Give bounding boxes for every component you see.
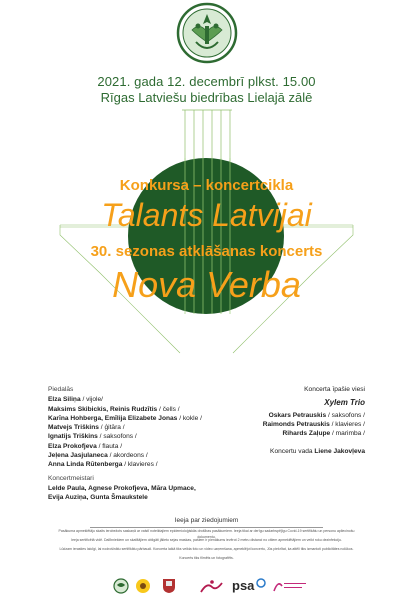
- fine-print: Lūdzam ierasties laicīgi, lai nodrošinātu sertifikātu pārbaudi. Koncerta laikā tiks veikta foto un video uzņemšana, apmeklējot koncertu, Jūs piekrītat, ka attēli tiks izmantoti publicitātes nolūkos.: [59, 547, 354, 551]
- riga-coat-of-arms-logo: [162, 578, 176, 594]
- concert-title: Nova Verba: [112, 264, 301, 305]
- accompanists-line: Evija Auziņa, Gunta Šmaukstele: [48, 494, 148, 502]
- guests-heading: Koncerta īpašie viesi: [304, 386, 365, 393]
- dancer-logo: [198, 578, 224, 594]
- footer-divider: [90, 527, 323, 528]
- participant-row: Karīna Hohberga, Emīlija Elizabete Jonas / kokle /: [48, 414, 202, 422]
- rlb-emblem-logo: [113, 578, 129, 594]
- rlb-emblem-icon: [176, 2, 238, 64]
- participants-heading: Piedalās: [48, 386, 74, 393]
- guest-row: Rihards Zaļupe / marimba /: [282, 430, 365, 438]
- participant-row: Anna Linda Rūtenberga / klavieres /: [48, 461, 158, 469]
- ensemble-name: Xylem Trio: [324, 398, 365, 408]
- participant-row: Jeļena Jasjulaneca / akordeons /: [48, 452, 148, 460]
- participant-row: Maksims Skibickis, Reinis Rudzītis / čells /: [48, 405, 180, 413]
- contest-subtitle: Konkursa – koncertcikla: [119, 177, 294, 194]
- psa-logo: psa: [232, 578, 255, 593]
- entry-note: Ieeja par ziedojumiem: [174, 517, 239, 524]
- accompanists-line: Lelde Paula, Agnese Prokofjeva, Māra Upmace,: [48, 484, 196, 492]
- fine-print: Pasākuma apmeklētāju skaits ierobežots saskaņā ar valstī noteiktajiem epidemioloģiskās drošības pasākumiem. Ieeja tikai ar derīgu sadarbspējīgu Covid-19 sertifikātu un personu apliecinošu dokumentu.: [58, 529, 355, 539]
- season-subtitle: 30. sezonas atklāšanas koncerts: [90, 243, 323, 260]
- fine-print: Koncerts tiks filmēts un fotografēts.: [179, 556, 234, 560]
- guest-row: Oskars Petrauskis / saksofons /: [268, 411, 365, 419]
- guest-row: Raimonds Petrauskis / klavieres /: [262, 420, 365, 428]
- accompanists-heading: Koncertmeistari: [48, 474, 94, 482]
- participant-row: Elza Prokofjeva / flauta /: [48, 442, 123, 450]
- music-school-logo: [272, 578, 308, 594]
- event-date: 2021. gada 12. decembrī plkst. 15.00: [97, 74, 316, 89]
- sunflower-logo: [135, 578, 151, 594]
- contest-title: Talants Latvijai: [101, 197, 312, 233]
- participant-row: Ignatijs Triškins / saksofons /: [48, 433, 137, 441]
- participant-row: Matvejs Triškins / ģitāra /: [48, 424, 125, 432]
- event-venue: Rīgas Latviešu biedrības Lielajā zālē: [100, 90, 313, 105]
- fine-print: Ieeja sertificētā vidē. Dalībniekiem un skatītājiem obligāti jālieto sejas maskas, pašiem ir pienākums ievērot 2 metru distanci no citiem apmeklētājiem un veikt roku dezinfekciju.: [71, 538, 342, 542]
- guests-list: [205, 385, 365, 457]
- conductor-line: Koncertu vada Liene Jakovļeva: [270, 448, 365, 456]
- psa-mark-icon: [255, 578, 267, 594]
- participant-row: Elza Siliņa / vijole/: [48, 396, 103, 404]
